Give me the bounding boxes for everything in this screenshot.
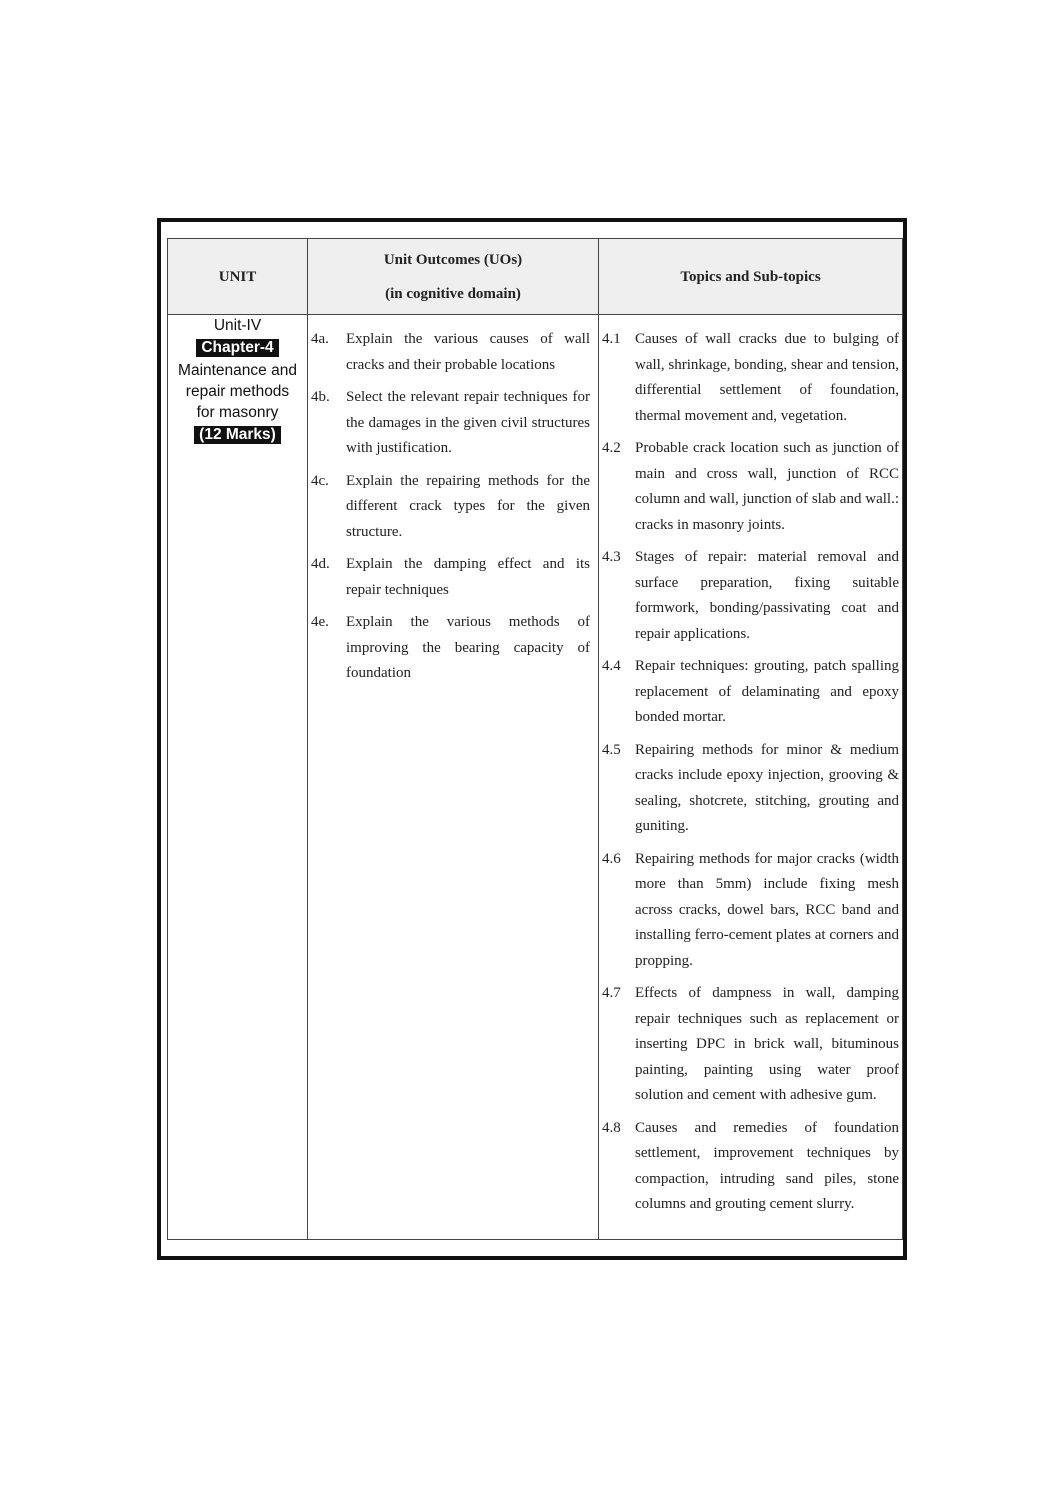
unit-row: [168, 315, 903, 1240]
topic-text: Effects of dampness in wall, damping repair techniques such as replacement or inserting DPC in brick wall, bituminous painting, painting using water proof solution and cement with adhesive gum.: [635, 985, 899, 1103]
outcome-item: [308, 385, 590, 462]
marks-label: (12 Marks): [194, 426, 281, 444]
outcome-number: 4c.: [311, 472, 329, 489]
unit-outcomes-header-line2: (in cognitive domain): [385, 285, 521, 302]
unit-outcomes-list: [308, 315, 598, 687]
topics-header: Topics and Sub-topics: [599, 239, 903, 315]
outcome-item: [308, 552, 590, 603]
unit-block: [168, 315, 307, 447]
outcome-text: Select the relevant repair techniques for the damages in the given civil structures with justification.: [346, 389, 590, 456]
outcome-number: 4d.: [311, 556, 330, 572]
unit-title-line: for masonry: [196, 404, 279, 421]
topic-number: 4.3: [602, 549, 621, 565]
topic-item: [599, 1116, 899, 1218]
topic-number: 4.2: [602, 440, 621, 456]
topics-list: [599, 315, 902, 1218]
outcome-item: [308, 610, 590, 687]
topic-number: 4.8: [602, 1119, 621, 1136]
topics-cell: [599, 315, 903, 1240]
outcome-number: 4a.: [311, 331, 329, 347]
header-row: [168, 239, 903, 315]
outcome-text: Explain the various methods of improving the bearing capacity of foundation: [346, 614, 590, 681]
topic-item: [599, 436, 899, 538]
topic-item: [599, 654, 899, 731]
unit-title-line: repair methods: [185, 383, 290, 400]
topic-item: [599, 327, 899, 429]
topic-text: Stages of repair: material removal and surface preparation, fixing suitable formwork, bonding/passivating coat and repair applications.: [635, 549, 899, 642]
topic-item: [599, 981, 899, 1109]
unit-title-line: Maintenance and: [178, 362, 297, 379]
unit-header: UNIT: [168, 239, 308, 315]
topic-item: [599, 545, 899, 647]
chapter-label: Chapter-4: [196, 339, 278, 357]
outcome-text: Explain the repairing methods for the different crack types for the given structure.: [346, 472, 590, 540]
outcome-text: Explain the damping effect and its repair techniques: [346, 556, 590, 598]
unit-outcomes-header: [308, 239, 599, 315]
topic-text: Causes and remedies of foundation settlement, improvement techniques by compaction, intruding sand piles, stone columns and grouting cement slurry.: [635, 1119, 899, 1212]
outcome-item: [308, 327, 590, 378]
topic-number: 4.7: [602, 985, 621, 1001]
topic-item: [599, 738, 899, 840]
unit-number: Unit-IV: [213, 317, 262, 334]
outcome-number: 4b.: [311, 389, 330, 405]
topic-number: 4.6: [602, 850, 621, 867]
topic-text: Causes of wall cracks due to bulging of wall, shrinkage, bonding, shear and tension, differential settlement of foundation, thermal movement and, vegetation.: [635, 331, 899, 424]
topic-number: 4.5: [602, 741, 621, 758]
unit-cell: [168, 315, 308, 1240]
topic-number: 4.4: [602, 658, 621, 674]
topic-number: 4.1: [602, 331, 621, 347]
unit-outcomes-header-line1: Unit Outcomes (UOs): [383, 251, 523, 268]
unit-outcomes-cell: [308, 315, 599, 1240]
outcome-item: [308, 469, 590, 546]
outcome-text: Explain the various causes of wall cracks and their probable locations: [346, 331, 590, 373]
topic-item: [599, 847, 899, 975]
topic-text: Repairing methods for major cracks (width more than 5mm) include fixing mesh across cracks, dowel bars, RCC band and installing ferro-cement plates at corners and propping.: [635, 850, 899, 969]
topic-text: Probable crack location such as junction of main and cross wall, junction of RCC column and wall, junction of slab and wall.: cracks in masonry joints.: [635, 440, 899, 533]
topic-text: Repair techniques: grouting, patch spalling replacement of delaminating and epoxy bonded mortar.: [635, 658, 899, 725]
outcome-number: 4e.: [311, 614, 329, 630]
syllabus-table: [167, 238, 903, 1240]
topic-text: Repairing methods for minor & medium cracks include epoxy injection, grooving & sealing, shotcrete, stitching, grouting and guniting.: [635, 741, 899, 834]
